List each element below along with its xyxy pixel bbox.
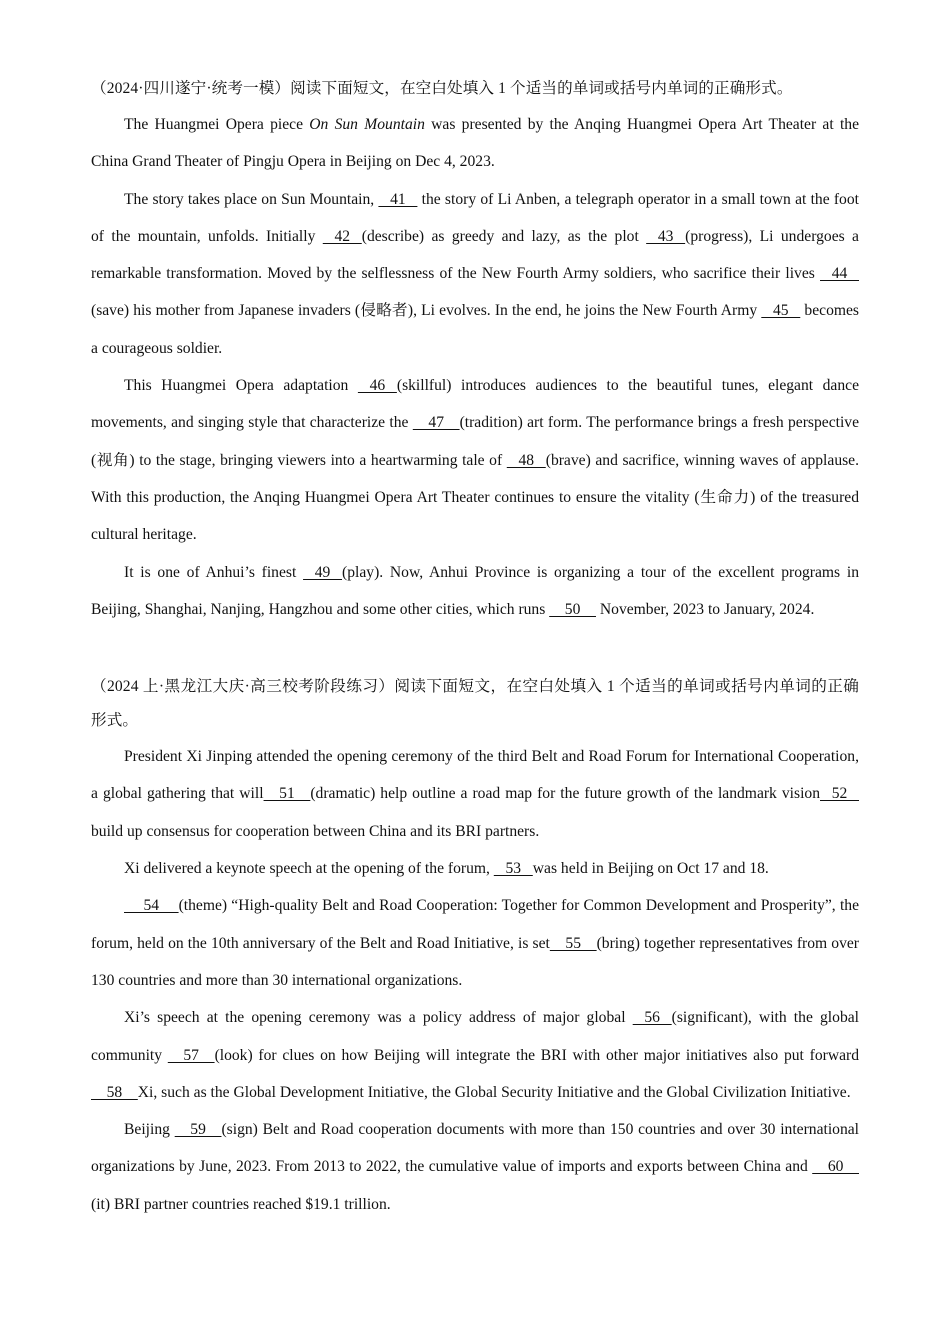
text: (describe) as greedy and lazy, as the plot [361,227,647,245]
blank-55[interactable]: 55 [549,934,597,952]
text: Xi delivered a keynote speech at the opening of the forum, [124,860,494,878]
blank-45[interactable]: 45 [761,302,801,320]
section2-paragraph-5 [91,1111,859,1223]
section1-header: （2024·四川遂宁·统考一模）阅读下面短文，在空白处填入 1 个适当的单词或括号内单词的正确形式。 [91,80,793,97]
text: (play). Now, Anhui Province is organizing a tour of the excellent programs in Beijing, Shanghai, Nanjing, Hangzhou and some other cities, which runs [91,563,859,618]
text: (theme) “High-quality Belt and Road Cooperation: Together for Common Development and Prosperity”, the forum, held on the 10th anniversary of the Belt and Road Initiative, is set [91,897,859,952]
blank-53[interactable]: 53 [493,860,533,878]
blank-41[interactable]: 41 [378,190,418,208]
text: Xi, such as the Global Development Initiative, the Global Security Initiative and the Global Civilization Initiative. [137,1083,851,1101]
text: November, 2023 to January, 2024. [595,600,815,618]
blank-47[interactable]: 47 [412,414,460,432]
section2-paragraph-3 [91,887,859,999]
text: build up consensus for cooperation between China and its BRI partners. [91,822,540,840]
blank-58[interactable]: 58 [91,1083,138,1101]
text: was presented by the Anqing Huangmei Opera Art Theater at the China Grand Theater of Pingju Opera in Beijing on Dec 4, 2023. [91,116,860,171]
text: becomes a courageous soldier. [91,302,859,357]
text: (look) for clues on how Beijing will integrate the BRI with other major initiatives also put forward [214,1046,859,1064]
blank-48[interactable]: 48 [506,451,546,469]
section2-header: （2024 上·黑龙江大庆·高三校考阶段练习）阅读下面短文，在空白处填入 1 个适当的单词或括号内单词的正确形式。 [91,678,859,730]
blank-57[interactable]: 57 [167,1046,215,1064]
blank-60[interactable]: 60 [812,1158,859,1176]
blank-50[interactable]: 50 [549,600,596,618]
section1-paragraph-4 [91,554,859,629]
text: (bring) together representatives from over 130 countries and more than 30 international organizations. [91,934,859,989]
text: (it) BRI partner countries reached $19.1 trillion. [91,1195,391,1213]
blank-42[interactable]: 42 [322,227,362,245]
blank-56[interactable]: 56 [632,1009,672,1027]
blank-46[interactable]: 46 [357,377,397,395]
blank-54[interactable]: 54 [124,897,179,915]
blank-51[interactable]: 51 [263,785,311,803]
section2-paragraph-4 [91,999,859,1111]
text: (sign) Belt and Road cooperation documents with more than 150 countries and over 30 international organizations by June, 2023. From 2013 to 2022, the cumulative value of imports and exports between China and [91,1121,860,1176]
text: (significant), with the global community [91,1009,859,1064]
text: Beijing [124,1121,175,1139]
text: (progress), Li undergoes a remarkable transformation. Moved by the selflessness of the New Fourth Army soldiers, who sacrifice their lives [91,227,859,283]
text: It is one of Anhui’s finest [124,563,304,581]
blank-44[interactable]: 44 [820,265,859,283]
text: (dramatic) help outline a road map for the future growth of the landmark vision [310,785,821,803]
document-page [91,72,859,1223]
section-divider-space [91,628,859,670]
blank-43[interactable]: 43 [646,227,686,245]
section1-paragraph-3 [91,367,859,553]
text: This Huangmei Opera adaptation [124,377,358,395]
section2-paragraph-2 [91,850,859,887]
blank-49[interactable]: 49 [303,563,343,581]
blank-52[interactable]: 52 [820,785,859,803]
section1-paragraph-2 [91,181,859,367]
text: President Xi Jinping attended the opening ceremony of the third Belt and Road Forum for International Cooperation, a global gathering that will [91,748,859,803]
section2-paragraph-1 [91,738,859,850]
blank-59[interactable]: 59 [174,1121,222,1139]
text: (tradition) art form. The performance brings a fresh perspective (视角) to the stage, bringing viewers into a heartwarming tale of [91,414,860,469]
text: The Huangmei Opera piece [124,116,310,133]
text: (skillful) introduces audiences to the beautiful tunes, elegant dance movements, and singing style that characterize the [91,377,859,432]
opera-title: On Sun Mountain [309,116,425,133]
text: was held in Beijing on Oct 17 and 18. [532,860,769,878]
text: Xi’s speech at the opening ceremony was a policy address of major global [124,1009,633,1027]
text: The story takes place on Sun Mountain, [124,190,379,208]
text: the story of Li Anben, a telegraph operator in a small town at the foot of the mountain, unfolds. Initially [91,190,859,245]
text: (save) his mother from Japanese invaders (侵略者), Li evolves. In the end, he joins the New Fourth Army [91,302,762,320]
section1-paragraph-1 [91,106,859,181]
text: (brave) and sacrifice, winning waves of applause. With this production, the Anqing Huangmei Opera Art Theater continues to ensure the vitality (生命力) of the treasured cultural heritage. [91,451,860,544]
